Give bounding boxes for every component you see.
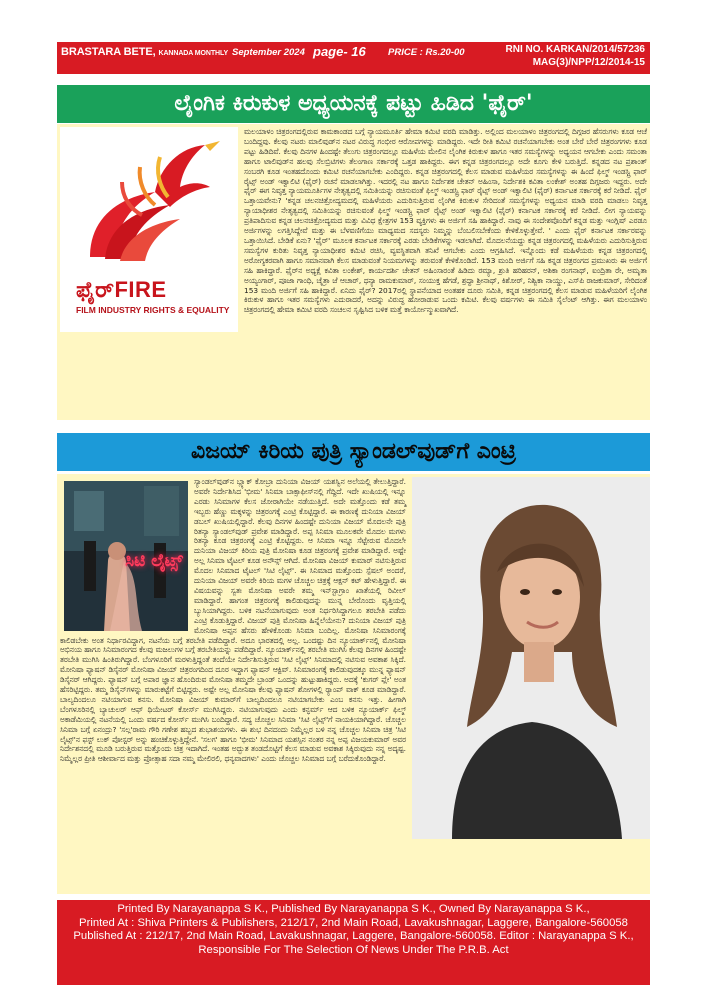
page-number: page- 16 <box>313 44 366 59</box>
fire-logo-wordmark <box>76 277 167 303</box>
actress-portrait <box>412 477 650 839</box>
imprint-footer <box>57 900 650 985</box>
article1-body: ಮಲಯಾಳಂ ಚಿತ್ರರಂಗದಲ್ಲಿರುವ ಕಾಮಕಾಂಡದ ಬಗ್ಗೆ ನ್ಯಾಯಮೂರ್ತಿ ಹೇಮಾ ಕಮಿಟಿ ವರದಿ ಮಾಡಿತ್ತು. ಅಲ್ಲಿಂದ ಮಲಯಾಳಂ ಚಿತ್ರರಂಗದಲ್ಲಿ ದಿಗ್ಗಜರ ಹೆಸರುಗಳು ಕೂಡ ಆಚೆ ಬಂದಿದ್ದವು. ಕೆಲವು ನಟರು ಮಾಲಿವುಡ್‌ನ ನಟರ ವಿರುದ್ಧ ಗಂಭೀರ ಆರೋಪಗಳನ್ನು ಮಾಡಿದ್ದರು. ಇದೇ ರೀತಿ ಕಮಿಟಿ ರಚನೆಯಾಗಬೇಕು ಅಂತ ಬೇರೆ ಬೇರೆ ಚಿತ್ರರಂಗಗಳು ಕೂಡ ಪಟ್ಟು ಹಿಡಿದಿವೆ. ಕೆಲವು ದಿನಗಳ ಹಿಂದಷ್ಟೇ ತೆಲುಗು ಚಿತ್ರರಂಗದಲ್ಲೂ ಮಹಿಳೆಯ ಮೇಲಿನ ಲೈಂಗಿಕ ಕಿರುಕುಳ ಹಾಗೂ ಇತರ ಸಮಸ್ಯೆಗಳನ್ನು ಅಧ್ಯಯನ ಆಗಬೇಕು ಎಂದು ಸಮಂತಾ ಹಾಗೂ ಟಾಲಿವುಡ್‌ನ ಹಲವು ಸೆಲಬ್ರಿಟಿಗಳು ತೆಲಂಗಾಣ ಸರ್ಕಾರಕ್ಕೆ ಒತ್ತಡ ಹಾಕಿದ್ದರು. ಈಗ ಕನ್ನಡ ಚಿತ್ರರಂಗದಲ್ಲೂ ಅದೇ ಕೂಗು ಕೇಳಿ ಬರುತ್ತಿದೆ. ಕನ್ನಡದ ನಟ ಪ್ರಶಾಂತ್ ಸಂಬರಗಿ ಕೂಡ ಇಂತಹದೊಂದು ಕಮಿಟಿ ರಚನೆಯಾಗಬೇಕು ಎಂದಿದ್ದರು. ಕನ್ನಡ ಚಿತ್ರರಂಗದಲ್ಲಿ ಕೆಲಸ ಮಾಡುವ ಮಹಿಳೆಯರ ಸಮಸ್ಯೆಗಳನ್ನು ಈ ಹಿಂದೆ ಫಿಲ್ಮ್ ಇಂಡಸ್ಟ್ರಿ ಫಾರ್ ರೈಟ್ಸ್ ಅಂಡ್ ಇಕ್ವಾಲಿಟಿ (ಫೈರ್) ರಚನೆ ಮಾಡಲಾಗಿತ್ತು. ಇದರಲ್ಲಿ ನಟ ಹಾಗೂ ನಿರ್ದೇಶಕ ಚೇತನ್ ಅಹಿಂಸಾ, ನಿರ್ದೇಶಕಿ ಕವಿತಾ ಲಂಕೇಶ್ ಅಂತಹ ದಿಗ್ಗಜರು ಇದ್ದರು. ಅದೇ ಫೈರ್ ಈಗ ನಿವೃತ್ತ ನ್ಯಾಯಮೂರ್ತಿಗಳ ನೇತೃತ್ವದಲ್ಲಿ ಸಮಿತಿಯನ್ನು ರಚಿಸುವಂತೆ ಫಿಲ್ಮ್ ಇಂಡಸ್ಟ್ರಿ ಫಾರ್ ರೈಟ್ಸ್ ಅಂಡ್ ಇಕ್ವಾಲಿಟಿ (ಫೈರ್) ಕರ್ನಾಟಕ ಸರ್ಕಾರಕ್ಕೆ ಕರೆ ನೀಡಿದೆ. ಫೈರ್ ಒತ್ತಾಯವೇನು? 'ಕನ್ನಡ ಚಲನಚಿತ್ರೋದ್ಯಮದಲ್ಲಿ ಮಹಿಳೆಯರು ಎದುರಿಸುತ್ತಿರುವ ಲೈಂಗಿಕ ಕಿರುಕುಳ ಸೇರಿದಂತೆ ಸಮಸ್ಯೆಗಳನ್ನು ಅಧ್ಯಯನ ಮಾಡಿ ವರದಿ ಮಾಡಲು ನಿವೃತ್ತ ನ್ಯಾಯಾಧೀಶರ ನೇತೃತ್ವದಲ್ಲಿ ಸಮಿತಿಯನ್ನು ರಚಿಸುವಂತೆ ಫಿಲ್ಮ್ ಇಂಡಸ್ಟ್ರಿ ಫಾರ್ ರೈಟ್ಸ್ ಅಂಡ್ ಇಕ್ವಾಲಿಟಿ (ಫೈರ್) ಕರ್ನಾಟಕ ಸರ್ಕಾರಕ್ಕೆ ಕರೆ ನೀಡಿದೆ. ಲೀಗ ನ್ಯಾಯವನ್ನು ಪ್ರತಿಪಾದಿಸುವ ಕನ್ನಡ ಚಲನಚಿತ್ರೋದ್ಯಮದ ಮತ್ತು ವಿವಿಧ ಕ್ಷೇತ್ರಗಳ 153 ವ್ಯಕ್ತಿಗಳು ಈ ಅರ್ಜಿಗೆ ಸಹಿ ಹಾಕಿದ್ದಾರೆ. ನಾವು ಈ ಸಂದೇಶವೊಂದಿಗೆ ಕನ್ನಡ ಮತ್ತು ಇಂಗ್ಲಿಷ್ ಎರಡೂ ಅರ್ಜಿಗಳನ್ನು ಲಗತ್ತಿಸಿದ್ದೇವೆ ಮತ್ತು ಈ ಬೆಳವಣಿಗೆಯು ಮಾಧ್ಯಮದ ಸದಸ್ಯರು ನಿಮ್ಮನ್ನು ಬೆಂಬಲಿಸಬೇಕೆಂದು ಕೇಳಿಕೊಳ್ಳುತ್ತೇವೆ. ' ಎಂದು ಫೈರ್ ಕರ್ನಾಟಕ ಸರ್ಕಾರವನ್ನು ಒತ್ತಾಯಿಸಿದೆ. ಬೇಡಿಕೆ ಏನು? 'ಫೈರ್' ಮೂಲಕ ಕರ್ನಾಟಕ ಸರ್ಕಾರಕ್ಕೆ ಎರಡು ಬೇಡಿಕೆಗಳನ್ನು ಇಡಲಾಗಿದೆ. ಮೊದಲನೆಯದ್ದು ಕನ್ನಡ ಚಿತ್ರರಂಗದಲ್ಲಿ ಮಹಿಳೆಯರು ಎದುರಿಸುತ್ತಿರುವ ಸಮಸ್ಯೆಗಳ ಕುರಿತು ನಿವೃತ್ತ ನ್ಯಾಯಾಧೀಶರ ಕಮಿಟಿ ರಚಿಸಿ, ವ್ಯವಸ್ಥಿತವಾಗಿ ತನಿಖೆ ಆಗಬೇಕು ಎಂದು ಆಗ್ರಹಿಸಿದೆ. ಇನ್ನೊಂದು ಕಡೆ ಮಹಿಳೆಯರು ಕನ್ನಡ ಚಿತ್ರರಂಗದಲ್ಲಿ ಅರೋಗ್ಯಕರವಾಗಿ ಹಾಗೂ ಸಮಾನವಾಗಿ ಕೆಲಸ ಮಾಡುವಂತೆ ನಿಯಮಗಳನ್ನು ತರುವಂತೆ ಕೇಳಿಕೊಂಡಿದೆ. 153 ಮಂದಿ ಅರ್ಜಿಗೆ ಸಹಿ ಕನ್ನಡ ಚಿತ್ರರಂಗದ ಪ್ರಮುಖರು ಈ ಅರ್ಜಿಗೆ ಸಹಿ ಹಾಕಿದ್ದಾರೆ. ಫೈರ್‌ನ ಅಧ್ಯಕ್ಷೆ ಕವಿತಾ ಲಂಕೇಶ್, ಕಾರ್ಯದರ್ಶಿ ಚೇತನ್ ಅಹಿಂಸಾರಂತೆ ಹಿಡಿದು ರಮ್ಯಾ, ಶ್ರುತಿ ಹರಿಹರನ್, ಅಶಿಕಾ ರಂಗನಾಥ್, ಐಂದ್ರಿತಾ ರೇ, ಅಮೃತಾ ಅಯ್ಯಂಗಾರ್, ಪೂಜಾ ಗಾಂಧಿ, ಚೈತ್ರಾ ಜೆ ಆಚಾರ್, ಧನ್ಯಾ ರಾಮಕುಮಾರ್, ಸಂಯುಕ್ತ ಹೆಗಡೆ, ಶ್ರದ್ಧಾ ಶ್ರೀನಾಥ್, ಕಿಶೋರ್, ನಿಶ್ವಿಕಾ ನಾಯ್ಡು, ಎಸ್‌ಪಿ ರಾಜಕುಮಾರ್, ಸೇರಿದಂತೆ 153 ಮಂದಿ ಅರ್ಜಿಗೆ ಸಹಿ ಹಾಕಿದ್ದಾರೆ. ಏನಿದು ಫೈರ್? 2017ರಲ್ಲಿ ಸ್ಥಾಪನೆಯಾದ ಅಂತಹಕ ದೂರು ಸಮಿತಿ, ಕನ್ನಡ ಚಿತ್ರರಂಗದಲ್ಲಿ ಕೆಲಸ ಮಾಡುವ ಮಹಿಳೆಯರಿಗೆ ಲೈಂಗಿಕ ಕಿರುಕುಳ ಹಾಗೂ ಇತರ ಸಮಸ್ಯೆಗಳು ಎದುರಾದರೆ, ಅದನ್ನು ವಿರುದ್ಧ ಹೋರಾಡುವ ಒಂದು ಕಮಿಟಿ. ಕೆಲವು ವರ್ಷಗಳು ಈ ಸಮಿತಿ ಸೈಲೆಂಟ್ ಆಗಿತ್ತು. ಈಗ ಮಲಯಾಳಂ ಚಿತ್ರರಂಗದಲ್ಲಿ ಹೇಮಾ ಕಮಿಟಿ ವರದಿ ಸಂಚಲನ ಸೃಷ್ಟಿಸಿದ ಬಳಿಕ ಮತ್ತೆ ಕಾರ್ಯೋನ್ಮುಖವಾಗಿದೆ. <box>244 127 647 315</box>
city-lights-poster <box>64 481 188 631</box>
fire-logo <box>60 127 238 332</box>
publication-language: KANNADA MONTHLY <box>158 50 229 57</box>
fire-logo-tagline: FILM INDUSTRY RIGHTS & EQUALITY <box>76 305 230 315</box>
poster-title: ಸಿಟಿ ಲೈಟ್ಸ್ <box>125 551 183 571</box>
article2-headline: ವಿಜಯ್ ಕಿರಿಯ ಪುತ್ರಿ ಸ್ಯಾಂಡಲ್‌ವುಡ್‌ಗೆ ಎಂಟ್ರಿ <box>57 433 650 471</box>
rni-line-2: MAG(3)/NPP/12/2014-15 <box>532 57 645 68</box>
publication-name <box>61 46 228 58</box>
article1-headline: ಲೈಂಗಿಕ ಕಿರುಕುಳ ಅಧ್ಯಯನಕ್ಕೆ ಪಟ್ಟು ಹಿಡಿದ 'ಫೈರ್' <box>57 85 650 123</box>
footer-line-2: Printed At : Shiva Printers & Publishers, 212/17, 2nd Main Road, Lavakushnagar, Laggere, Bangalore-560058 <box>79 916 628 929</box>
masthead <box>57 42 650 74</box>
footer-line-4: Responsible For The Selection Of News Under The P.R.B. Act <box>198 943 509 956</box>
portrait-image <box>412 477 650 839</box>
rni-line-1: RNI NO. KARKAN/2014/57236 <box>505 44 645 55</box>
issue-price: PRICE : Rs.20-00 <box>388 47 465 58</box>
article2 <box>57 474 650 894</box>
fire-logo-kannada: ಫೈರ್ <box>76 277 115 302</box>
footer-line-1: Printed By Narayanappa S K., Published By Narayanappa S K., Owned By Narayanappa S K., <box>117 903 590 915</box>
article1 <box>57 124 650 420</box>
article2-body: ಸ್ಯಾಂಡಲ್‌ವುಡ್‌ನ ಬ್ಲ್ಯಾಕ್ ಕೋಬ್ರಾ ದುನಿಯಾ ವಿಜಯ್ ಯಶಸ್ವಿನ ಅಲೆಯಲ್ಲಿ ತೇಲುತ್ತಿದ್ದಾರೆ. ಅವರೇ ನಿರ್ದೇಶಿಸಿದ 'ಭೀಮ' ಸಿನಿಮಾ ಬಾಕ್ಸಾಫೀಸ್‌ನಲ್ಲಿ ಗೆದ್ದಿದೆ. ಇದೇ ಖುಷಿಯಲ್ಲಿ ಇನ್ನೂ ಎರಡು ಸಿನಿಮಾಗಳ ಕೆಲಸ ಜೋರಾಗಿಯೇ ನಡೆಯುತ್ತಿದೆ. ಅದೇ ಮತ್ತೊಂದು ಕಡೆ ತಮ್ಮ ಇಬ್ಬರು ಹೆಣ್ಣು ಮಕ್ಕಳನ್ನು ಚಿತ್ರರಂಗಕ್ಕೆ ಎಂಟ್ರಿ ಕೊಟ್ಟಿದ್ದಾರೆ. ಈ ಕಾರಣಕ್ಕೆ ದುನಿಯಾ ವಿಜಯ್ ಡಬಲ್ ಖುಷಿಯಲ್ಲಿದ್ದಾರೆ. ಕೆಲವು ದಿನಗಳ ಹಿಂದಷ್ಟೇ ದುನಿಯಾ ವಿಜಯ್ ಮೊದಲನೇ ಪುತ್ರಿ ರಿತನ್ಯಾ ಸ್ಯಾಂಡಲ್‌ವುಡ್ ಪ್ರವೇಶ ಮಾಡಿದ್ದಾರೆ. ಅಪ್ಪ ಸಿನಿಮಾ ಮೂಲಕವೇ ಮೊದಲ ಮಗಳು ರಿತನ್ಯಾ ಕೂಡ ಚಿತ್ರರಂಗಕ್ಕೆ ಎಂಟ್ರಿ ಕೊಟ್ಟಿದ್ದರು. ಆ ಸಿನಿಮಾ ಇನ್ನೂ ಸೆಟ್ಟೇರುವ ಮೊದಲೇ ದುನಿಯಾ ವಿಜಯ್ ಕಿರಿಯ ಪುತ್ರಿ ಮೋನಿಷಾ ಕೂಡ ಚಿತ್ರರಂಗಕ್ಕೆ ಪ್ರವೇಶ ಮಾಡಿದ್ದಾರೆ. ಅಷ್ಟೇ ಅಲ್ಲ ಸಿನಿಮಾ ಟೈಟಲ್ ಕೂಡ ಅನೌನ್ಸ್ ಆಗಿದೆ. ಮೋನಿಷಾ ವಿಜಯ್ ಕುಮಾರ್ ನಟಿಸುತ್ತಿರುವ ಮೊದಲ ಸಿನಿಮಾದ ಟೈಟಲ್ 'ಸಿಟಿ ಲೈಟ್ಸ್'. ಈ ಸಿನಿಮಾದ ಮತ್ತೊಂದು ಸ್ಪೆಷಲ್ ಅಂದರೆ, ದುನಿಯಾ ವಿಜಯ್ ಅವರೇ ಕಿರಿಯ ಮಗಳ ಚೊಚ್ಚಲ ಚಿತ್ರಕ್ಕೆ ಆಕ್ಷನ್ ಕಟ್ ಹೇಳುತ್ತಿದ್ದಾರೆ. ಈ ವಿಷಯವನ್ನು ಸ್ವತಃ ಮೋನಿಷಾ ಅವರೇ ತಮ್ಮ ಇನ್‌ಸ್ಟಾಗ್ರಾಂ ಖಾತೆಯಲ್ಲಿ ರಿವೀಲ್ ಮಾಡಿದ್ದಾರೆ. ಹಾಗಂತ ಚಿತ್ರರಂಗಕ್ಕೆ ಕಾಲಿಡುವುದನ್ನು ಮುನ್ನ ಬೇರೊಂದು ವೃತ್ತಿಯಲ್ಲಿ ಬ್ಯುಸಿಯಾಗಿದ್ದರು. ಬಳಿಕ ನಟನೆಯಾಗುವುದು ಅಂತ ನಿರ್ಧರಿಸಿದ್ದಾಗಲೂ ತರಬೇತಿ ಪಡೆದು ಎಂಟ್ರಿ ಕೊಡುತ್ತಿದ್ದಾರೆ. ವಿಜಯ್ ಪುತ್ರಿ ಮೋನಿಷಾ ಹಿನ್ನೆಲೆಯೇನು? ದುನಿಯಾ ವಿಜಯ್ ಪುತ್ರಿ ಮೋನಿಷಾ ಅಪ್ಪನ ಹೆಸರು ಹೇಳಿಕೊಂಡು ಸಿನಿಮಾ ಬಂದಿಲ್ಲ. ಮೋನಿಷಾ ಸಿನಿಮಾರಂಗಕ್ಕೆ ಕಾಲಿಡಬೇಕು ಅಂತ ನಿರ್ಧಾರವಿದ್ದಾಗ, ನಟನೆಯ ಬಗ್ಗೆ ತರಬೇತಿ ಪಡೆದಿದ್ದಾರೆ. ಅದೂ ಭಾರತದಲ್ಲಿ ಅಲ್ಲ. ಒಂದಷ್ಟು ದಿನ ನ್ಯೂಯಾರ್ಕ್‌ನಲ್ಲಿ ಮೋನಿಷಾ ಅಭಿನಯ ಹಾಗೂ ಸಿನಿಮಾರಂಗದ ಕೆಲವು ಮಜಲುಗಳ ಬಗ್ಗೆ ತರಬೇತಿಯನ್ನು ಪಡೆದಿದ್ದಾರೆ. ನ್ಯೂಯಾರ್ಕ್‌ನಲ್ಲಿ ತರಬೇತಿ ಮುಗಿಸಿ ಕೆಲವು ದಿನಗಳ ಹಿಂದಷ್ಟೇ ತರಬೇತಿ ಮುಗಿಸಿ ಹಿಂತಿರುಗಿದ್ದಾರೆ. ಬೆಂಗಳೂರಿಗೆ ಮರಳುತ್ತಿದ್ದಂತೆ ತಂದೆಯೇ ನಿರ್ದೇಶಿಸುತ್ತಿರುವ 'ಸಿಟಿ ಲೈಟ್ಸ್' ಸಿನಿಮಾದಲ್ಲಿ ನಟಿಸುವ ಅವಕಾಶ ಸಿಕ್ಕಿದೆ. ಮೋನಿಷಾ ಫ್ಯಾಷನ್ ಡಿಸೈನರ್ ಮೋನಿಷಾ ವಿಜಯ್ ಚಿತ್ರರಂಗದಿಂದ ದೂರ ಇದ್ದಾಗ ಫ್ಯಾಷನ್ ಆಕ್ಟಿವ್. ಸಿನಿಮಾರಂಗಕ್ಕೆ ಕಾಲಿಡುವುದಕ್ಕೂ ಮುನ್ನ ಫ್ಯಾಷನ್ ಡಿಸೈನರ್ ಆಗಿದ್ದರು. ಫ್ಯಾಷನ್ ಬಗ್ಗೆ ಅಪಾರ ಜ್ಞಾನ ಹೊಂದಿರುವ ಮೋನಿಷಾ ತಮ್ಮದೇ ಬ್ರಾಂಡ್ ಒಂದನ್ನು ಹುಟ್ಟುಹಾಕಿದ್ದರು. ಅದಕ್ಕೆ 'ಕುಗರ್ ಪ್ಲೇ' ಅಂತ ಹೆಸರಿಟ್ಟಿದ್ದರು. ತಮ್ಮ ಡಿಸೈನ್‌ಗಳನ್ನು ಮಾರುಕಟ್ಟೆಗೆ ಬಿಟ್ಟಿದ್ದರು. ಅಷ್ಟೇ ಅಲ್ಲ ಮೋನಿಷಾ ಕೆಲವು ಫ್ಯಾಷನ್ ಶೋಗಳಲ್ಲಿ ರ್‍ಯಾಂಪ್ ವಾಕ್ ಕೂಡ ಮಾಡಿದ್ದಾರೆ. ಬಾಲ್ಯದಿಂದಲೂ ನಟಿಯಾಗುವ ಕನಸು. ಮೋನಿಷಾ ವಿಜಯ್ ಕುಮಾರ್‌ಗೆ ಬಾಲ್ಯದಿಂದಲೂ ನಟಿಯಾಗಬೇಕು ಎಂಬ ಕನಸು ಇತ್ತು. ಹೀಗಾಗಿ ಬೆಂಗಳೂರಿನಲ್ಲಿ ಬ್ಯಾಚುಲರ್ ಆಫ್ ಥಿಯೇಟರ್ ಕೋರ್ಸ್ ಮುಗಿಸಿದ್ದರು. ನಟಿಯಾಗುವುದು ಎಂದು ಕನ್ಫರ್ಮ್ ಆದ ಬಳಿಕ ನ್ಯೂಯಾರ್ಕ್ ಫಿಲ್ಮ್ ಅಕಾಡೆಮಿಯಲ್ಲಿ ನಟನೆಯಲ್ಲಿ ಒಂದು ವರ್ಷದ ಕೋರ್ಸ್ ಮುಗಿಸಿ ಬಂದಿದ್ದಾರೆ. ಸದ್ಯ ಚೊಚ್ಚಲ ಸಿನಿಮಾ 'ಸಿಟಿ ಲೈಟ್ಸ್'ಗೆ ನಾಯಕಿಯಾಗಿದ್ದಾರೆ. ಚೊಚ್ಚಲ ಸಿನಿಮಾ ಬಗ್ಗೆ ಏನಂದ್ರು? 'ಸಲ್ಗ'ರಾಮ ಗೌರಿ ಗಣೇಶ ಹಬ್ಬದ ಶುಭಾಶಯಗಳು. ಈ ಶುಭ ದಿನದಂದು ನಿಮ್ಮೆಲ್ಲರ ಬಳಿ ನನ್ನ ಚೊಚ್ಚಲ ಸಿನಿಮಾ ಚಿತ್ರ 'ಸಿಟಿ ಲೈಟ್ಸ್'ನ ಫಸ್ಟ್ ಲುಕ್ ಪೋಸ್ಟರ್ ಅನ್ನು ಹಂಚಿಕೊಳ್ಳುತ್ತಿದ್ದೇನೆ. 'ಸಲಗ' ಹಾಗೂ 'ಭೀಮ' ಸಿನಿಮಾದ ಯಶಸ್ಸಿನ ನಂತರ ನನ್ನ ಅಪ್ಪ ವಿಜಯಕುಮಾರ್ ಅವರ ನಿರ್ದೇಶನದಲ್ಲಿ ಮೂಡಿ ಬರುತ್ತಿರುವ ಮತ್ತೊಂದು ಚಿತ್ರ ಇದಾಗಿದೆ. ಇಂತಹ ಅದ್ಭುತ ತಂಡದೊಟ್ಟಿಗೆ ಕೆಲಸ ಮಾಡುವ ಅವಕಾಶ ಸಿಕ್ಕಿರುವುದು ನನ್ನ ಅದೃಷ್ಟ. ನಿಮ್ಮೆಲ್ಲರ ಪ್ರೀತಿ ಆಶೀರ್ವಾದ ಮತ್ತು ಪ್ರೋತ್ಸಾಹ ಸದಾ ನಮ್ಮ ಮೇಲಿರಲಿ, ಧನ್ಯವಾದಗಳು' ಎಂದು ಚೊಚ್ಚಲ ಸಿನಿಮಾದ ಬಗ್ಗೆ ಬರೆದುಕೊಂಡಿದ್ದಾರೆ. <box>60 477 406 764</box>
publication-title: BRASTARA BETE, <box>61 46 156 58</box>
fire-logo-english: FIRE <box>114 277 167 302</box>
phoenix-icon <box>60 127 238 277</box>
issue-date: September 2024 <box>232 47 305 58</box>
footer-line-3: Published At : 212/17, 2nd Main Road, Lavakushnagar, Laggere, Bangalore-560058. Editor : Narayanappa S K., <box>73 930 634 942</box>
registration-number <box>506 43 646 69</box>
